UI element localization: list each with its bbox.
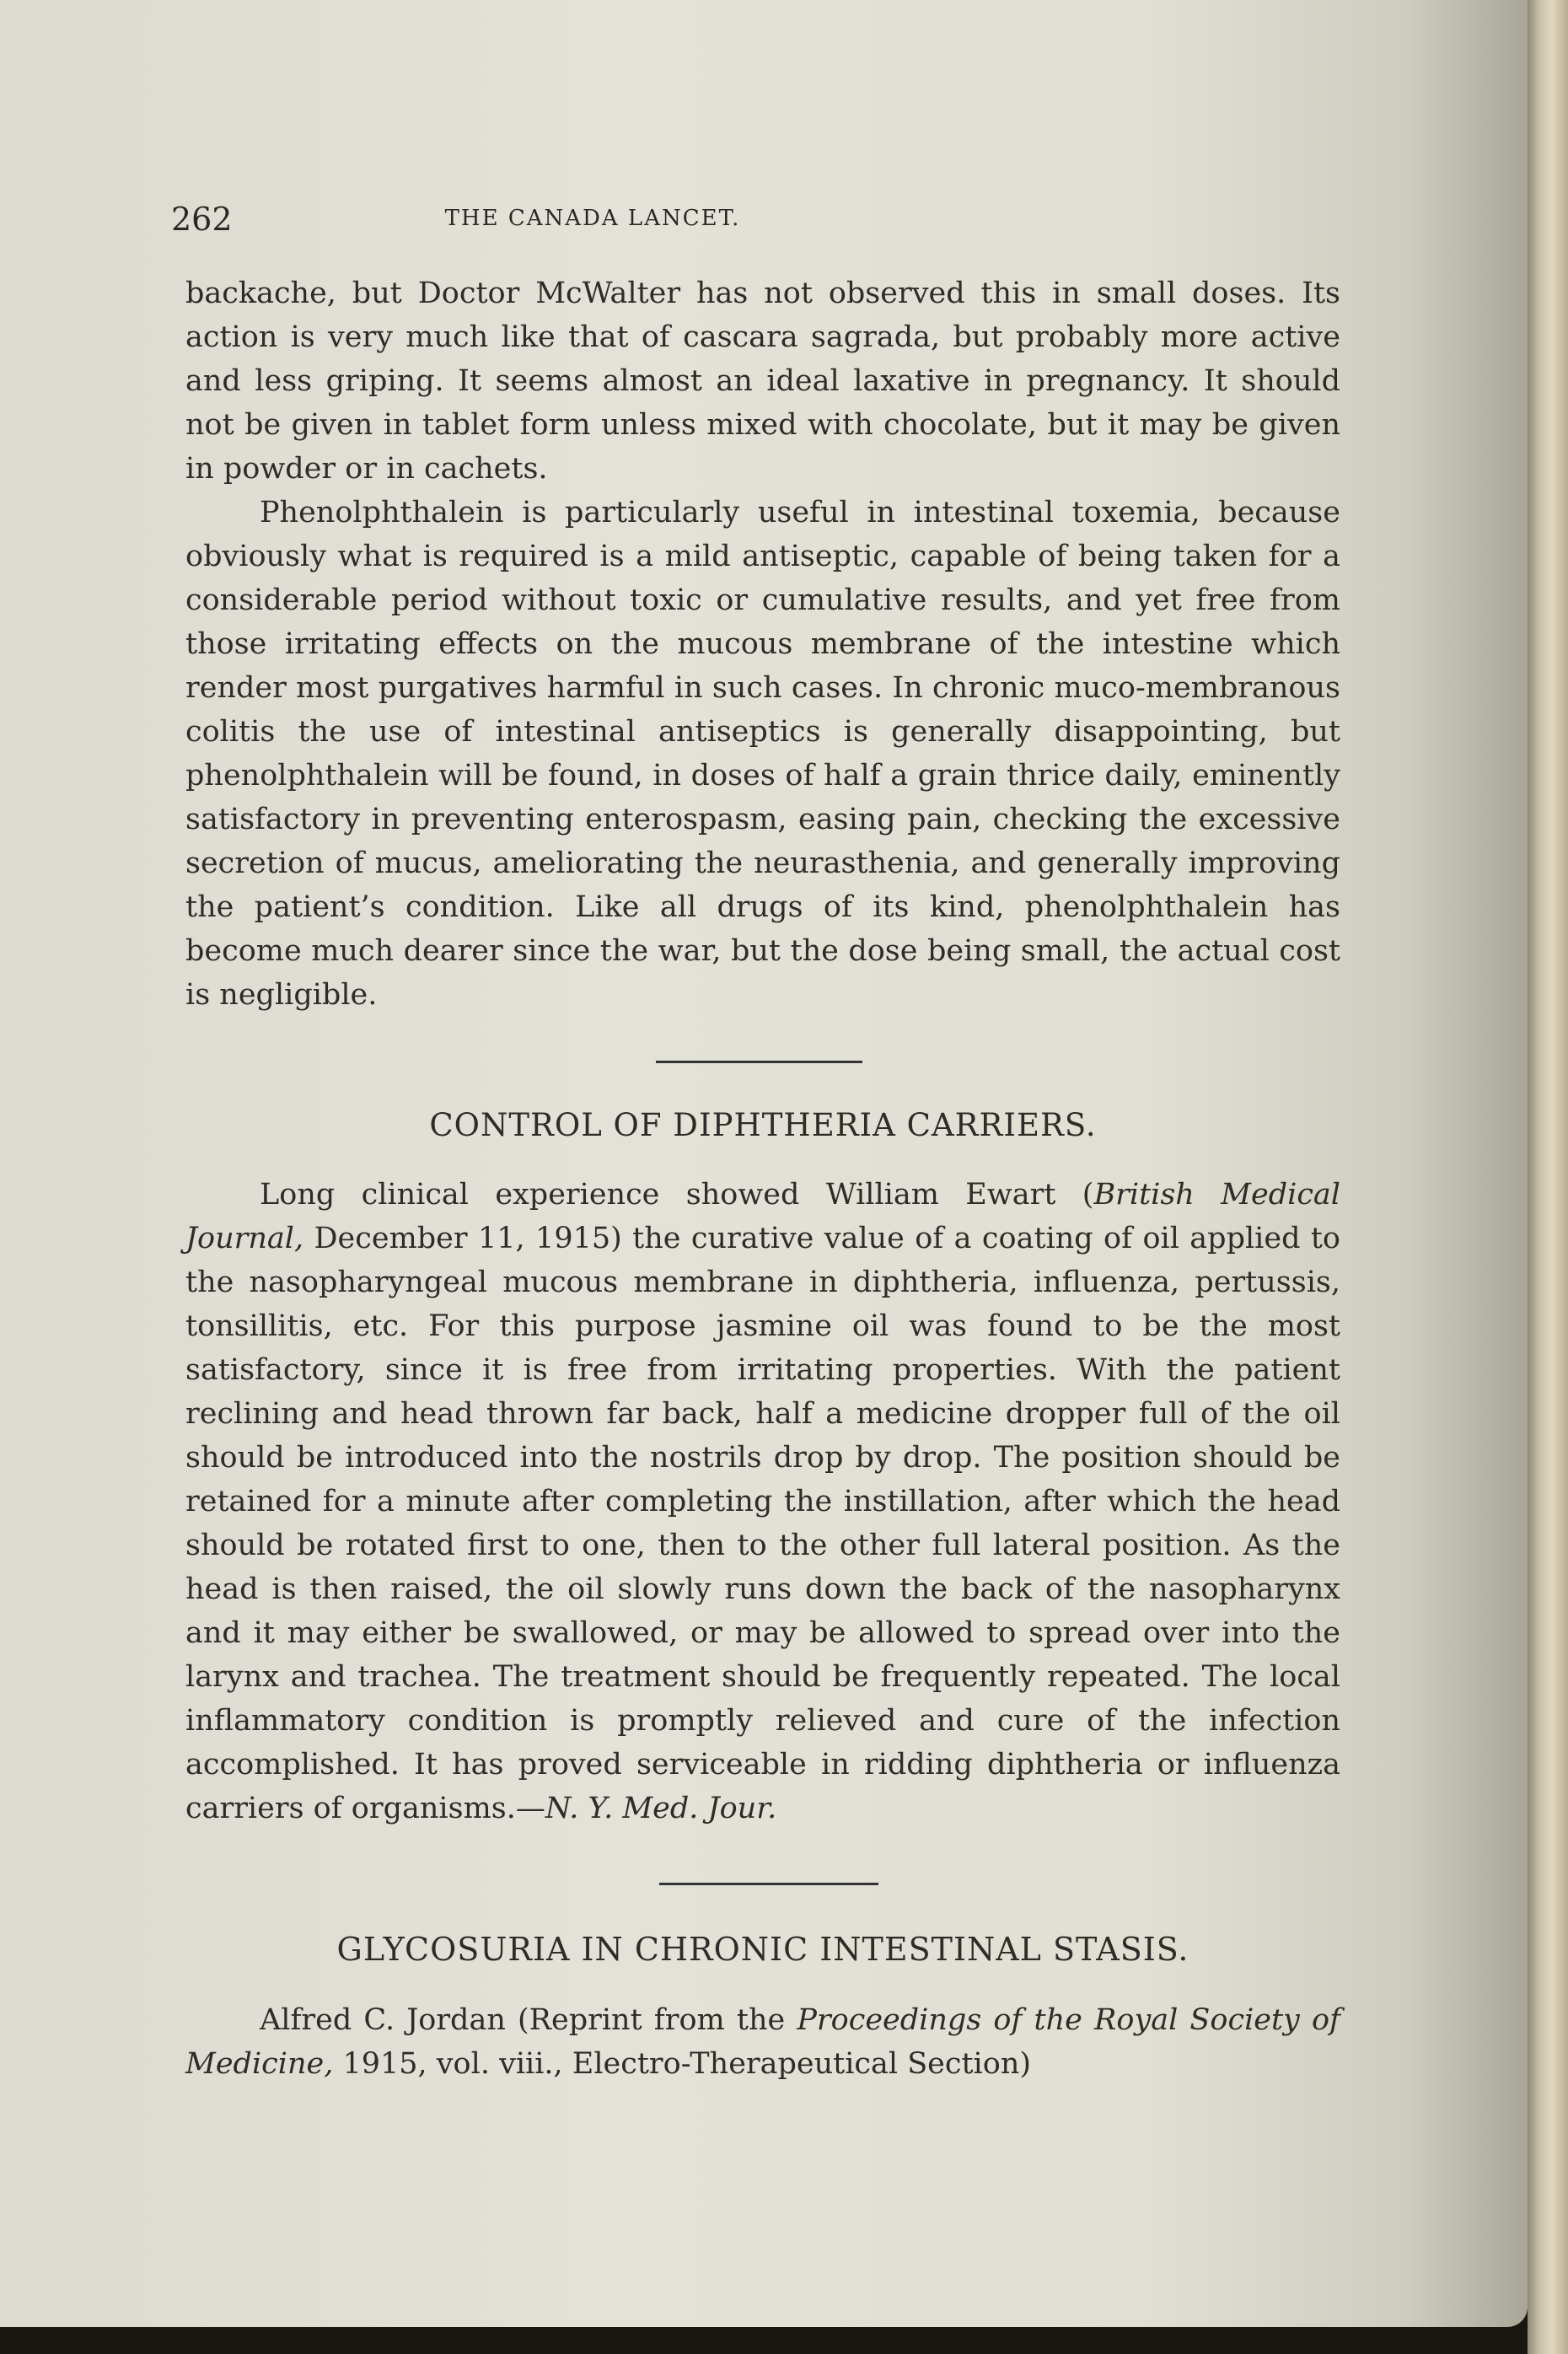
scan-shadow [0,2327,1528,2354]
paragraph: Phenolphthalein is particularly useful in intestinal toxemia, because obviously what is required is a mild antiseptic, capable of being taken for a considerable period without toxic or cumulative results, and yet free from those irritating effects on the mucous membrane of the intestine which render most purgatives harmful in such cases. In chronic muco-membranous colitis the use of intestinal antiseptics is generally disappointing, but phenolphthalein will be found, in doses of half a grain thrice daily, eminently satisfactory in preventing enterospasm, easing pain, checking the excessive secretion of mucus, ameliorating the neurasthenia, and generally improving the patient’s condition. Like all drugs of its kind, phenolphthalein has become much dearer since the war, but the dose being small, the actual cost is negligible. [185,496,1340,1012]
paragraph [185,1173,1340,1830]
article-glycosuria [185,1998,1340,2086]
text-span: December 11, 1915) the curative value of a coating of oil applied to the nasopharyngeal mucous membrane in diphtheria, influenza, pertussis, tonsillitis, etc. For this purpose jasmine oil was found to be the most satisfactory, since it is free from irritating properties. With the patient reclining and head thrown far back, half a medicine dropper full of the oil should be introduced into the nostrils drop by drop. The position should be retained for a minute after completing the instillation, after which the head should be rotated first to one, then to the other full lateral position. As the head is then raised, the oil slowly runs down the back of the nasopharynx and it may either be swallowed, or may be allowed to spread over into the larynx and trachea. The treatment should be frequently repeated. The local inflammatory condition is promptly relieved and cure of the infection accomplished. It has proved serviceable in ridding diphtheria or influenza carriers of organisms.— [185,1222,1340,1825]
section-divider [656,1061,862,1063]
section-heading: CONTROL OF DIPHTHERIA CARRIERS. [429,1107,1097,1143]
running-title: THE CANADA LANCET. [444,206,741,231]
page-edge [1528,0,1568,2354]
article-continuation [185,271,1340,1017]
page-number: 262 [171,201,233,238]
journal-citation: Proceedings of the Royal Society of Medicine, [185,2003,1340,2081]
text-span: 1915, vol. viii., Electro-Therapeutical Section) [333,2047,1032,2081]
paragraph [185,1998,1340,2086]
page-header [171,201,1334,251]
article-diphtheria [185,1173,1340,1830]
section-divider [659,1883,878,1885]
text-span: Alfred C. Jordan (Reprint from the [260,2003,797,2037]
paragraph: backache, but Doctor McWalter has not observed this in small doses. Its action is very much like that of cascara sagrada, but probably more active and less griping. It seems almost an ideal laxative in pregnancy. It should not be given in tablet form unless mixed with chocolate, but it may be given in powder or in cachets. [185,277,1340,486]
section-heading: GLYCOSURIA IN CHRONIC INTESTINAL STASIS. [336,1931,1189,1968]
text-span: Long clinical experience showed William Ewart ( [260,1178,1094,1212]
source-citation: N. Y. Med. Jour. [545,1792,777,1825]
journal-citation: British Medical Journal, [185,1178,1340,1255]
